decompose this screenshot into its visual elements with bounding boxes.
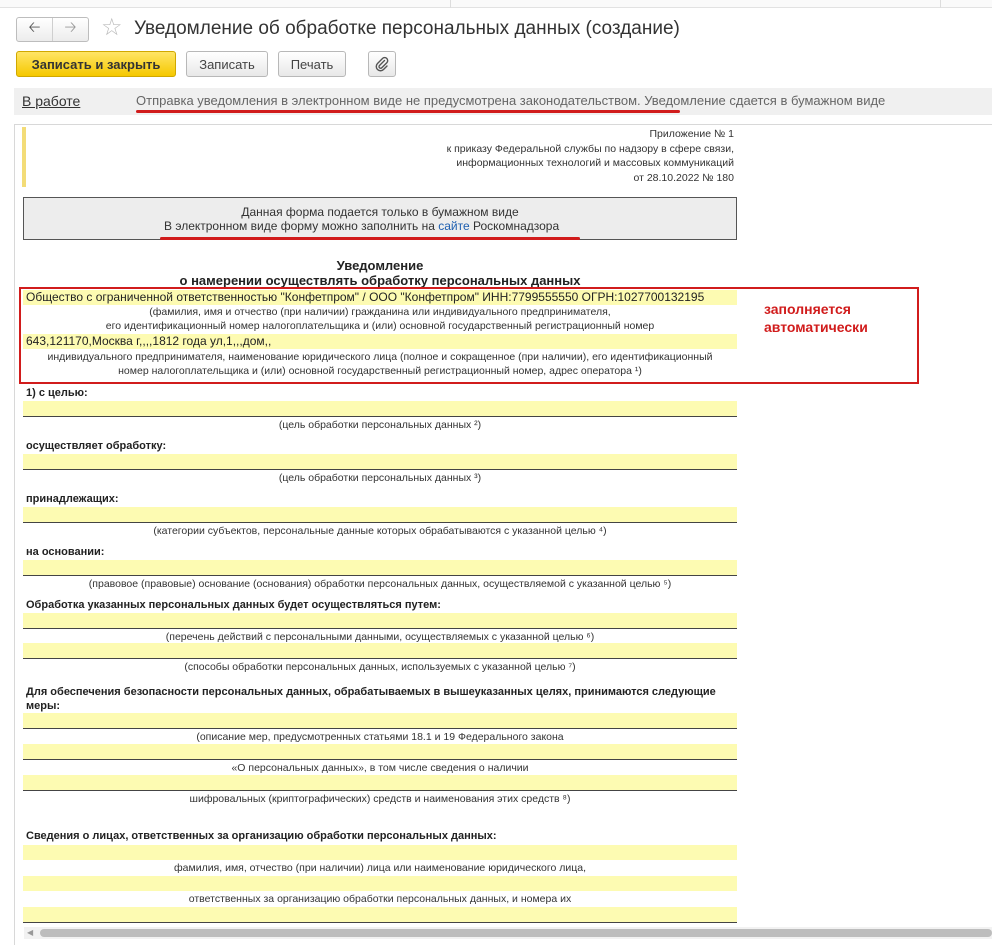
- field-rule: [23, 790, 737, 791]
- window-top-strip: [0, 0, 992, 8]
- method-label: Обработка указанных персональных данных будет осуществляться путем:: [26, 599, 441, 611]
- red-underline: [136, 110, 680, 113]
- processing-caption: (цель обработки персональных данных ³): [278, 472, 482, 484]
- forward-button[interactable]: [52, 18, 88, 41]
- rkn-site-link[interactable]: сайте: [438, 219, 470, 233]
- caption-line: (фамилия, имя и отчество (при наличии) гражданина или индивидуального предпринимателя,: [149, 306, 611, 318]
- field-rule: [23, 416, 737, 417]
- responsible-caption-1: фамилия, имя, отчество (при наличии) лица или наименование юридического лица,: [174, 862, 586, 874]
- field-rule: [23, 658, 737, 659]
- basis-caption: (правовое (правовые) основание (основания) обработки персональных данных, осуществляемой с указанной целью ⁵): [88, 578, 672, 590]
- arrow-left-icon: 🡠: [28, 19, 41, 36]
- scroll-left-icon[interactable]: ◀: [27, 928, 34, 937]
- processing-label: осуществляет обработку:: [26, 440, 167, 452]
- caption-line: индивидуального предпринимателя, наименование юридического лица (полное и сокращенное (при наличии), его идентификационный: [47, 351, 713, 363]
- document-title-line1: Уведомление: [336, 258, 424, 273]
- auto-fill-note: [764, 300, 868, 336]
- processing-field[interactable]: [23, 454, 737, 469]
- save-button[interactable]: Записать: [186, 51, 268, 77]
- field-rule: [23, 628, 737, 629]
- purpose-field[interactable]: [23, 401, 737, 416]
- responsible-caption-2: ответственных за организацию обработки персональных данных, и номера их: [188, 893, 572, 905]
- scrollbar-thumb[interactable]: [40, 929, 992, 937]
- security-caption-3: шифровальных (криптографических) средств и наименования этих средств ⁸): [189, 793, 571, 805]
- arrow-right-icon: 🡢: [64, 19, 77, 36]
- paper-notice-line2: [164, 219, 559, 233]
- caption-line: его идентификационный номер налогоплательщика и (или) основной государственный регистрационный номер: [105, 320, 655, 332]
- belonging-field[interactable]: [23, 507, 737, 522]
- nav-buttons: [16, 17, 89, 42]
- responsible-label: Сведения о лицах, ответственных за организацию обработки персональных данных:: [26, 830, 497, 842]
- field-rule: [23, 728, 737, 729]
- operator-address-value: 643,121170,Москва г,,,,1812 года ул,1,,,дом,,: [26, 334, 272, 348]
- responsible-field-3[interactable]: [23, 907, 737, 922]
- responsible-field[interactable]: [23, 845, 737, 860]
- auto-note-line: заполняется: [764, 301, 851, 317]
- basis-field[interactable]: [23, 560, 737, 575]
- appendix-line: от 28.10.2022 № 180: [633, 171, 734, 184]
- basis-label: на основании:: [26, 546, 105, 558]
- field-rule: [23, 522, 737, 523]
- yellow-marker: [22, 127, 26, 187]
- security-field[interactable]: [23, 713, 737, 728]
- field-rule: [23, 469, 737, 470]
- method-caption-1: (перечень действий с персональными данными, осуществляемых с указанной целью ⁶): [165, 631, 595, 643]
- page-title: Уведомление об обработке персональных данных (создание): [134, 18, 680, 39]
- field-rule: [23, 759, 737, 760]
- auto-note-line: автоматически: [764, 319, 868, 335]
- appendix-line: к приказу Федеральной службы по надзору в сфере связи,: [446, 142, 734, 155]
- document-title: [23, 258, 737, 288]
- security-field-3[interactable]: [23, 775, 737, 790]
- paperclip-icon: [375, 56, 389, 72]
- appendix-header: [400, 127, 734, 185]
- document-title-line2: о намерении осуществлять обработку персональных данных: [179, 273, 581, 288]
- responsible-field-2[interactable]: [23, 876, 737, 891]
- status-link[interactable]: В работе: [22, 93, 81, 109]
- security-caption-2: «О персональных данных», в том числе сведения о наличии: [231, 762, 529, 774]
- appendix-line: Приложение № 1: [649, 128, 734, 140]
- method-caption-2: (способы обработки персональных данных, используемых с указанной целью ⁷): [184, 661, 576, 673]
- field-rule: [23, 575, 737, 576]
- purpose-label: 1) с целью:: [26, 387, 88, 399]
- attach-button[interactable]: [368, 51, 396, 77]
- paper-notice-text: Роскомнадзора: [473, 219, 560, 233]
- print-button[interactable]: Печать: [278, 51, 346, 77]
- save-and-close-button[interactable]: Записать и закрыть: [16, 51, 176, 77]
- paper-notice-line1: Данная форма подается только в бумажном виде: [241, 205, 519, 219]
- appendix-line: информационных технологий и массовых коммуникаций: [456, 157, 734, 169]
- method-field[interactable]: [23, 613, 737, 628]
- belonging-caption: (категории субъектов, персональные данные которых обрабатываются с указанной целью ⁴): [153, 525, 607, 537]
- security-caption-1: (описание мер, предусмотренных статьями 18.1 и 19 Федерального закона: [196, 731, 564, 743]
- star-icon[interactable]: ☆: [101, 14, 123, 41]
- status-message: Отправка уведомления в электронном виде не предусмотрена законодательством. Уведомление сдается в бумажном виде: [136, 93, 886, 108]
- red-underline: [160, 237, 580, 240]
- operator-name-value: Общество с ограниченной ответственностью "Конфетпром" / ООО "Конфетпром" ИНН:7799555550 ОГРН:1027700132195: [26, 290, 705, 304]
- paper-notice-text: В электронном виде форму можно заполнить на: [164, 219, 435, 233]
- field-rule: [23, 922, 737, 923]
- method-field-2[interactable]: [23, 643, 737, 658]
- back-button[interactable]: [17, 18, 52, 41]
- security-label: Для обеспечения безопасности персональных данных, обрабатываемых в вышеуказанных целях, принимаются следующие меры:: [26, 686, 716, 712]
- caption-line: номер налогоплательщика и (или) основной государственный регистрационный номер, адрес оператора ¹): [118, 365, 642, 377]
- belonging-label: принадлежащих:: [26, 493, 119, 505]
- security-field-2[interactable]: [23, 744, 737, 759]
- purpose-caption: (цель обработки персональных данных ²): [278, 419, 482, 431]
